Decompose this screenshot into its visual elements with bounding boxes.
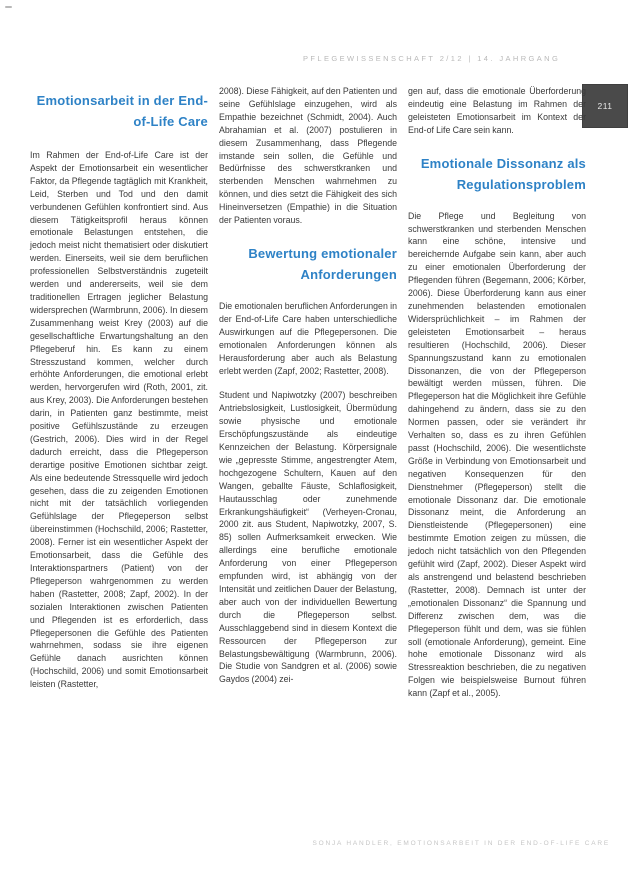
column-3 [408,85,586,712]
footer-credit-line: SONJA HANDLER, EMOTIONSARBEIT IN DER END-OF-LIFE CARE [312,840,610,847]
page-number-badge [582,84,628,128]
col2-paragraph-3: Student und Napiwotzky (2007) beschreiben Antriebslosigkeit, Lustlosigkeit, Übermüdung sowie physische und emotionale Erschöpfungszustände als eindeutige Kennzeichen der Belastung. Körpersignale wie „gepresste Stimme, angestrengter Atem, hochgezogene Schultern, Kauen auf den Wangen, geballte Fäuste, Schlaflosigkeit, Hautausschlag oder zunehmende Erkrankungshäufigkeit“ (Verheyen-Cronau, 2000 zit. aus Student, Napiwotzky, 2007, S. 85) sollen Aufmerksamkeit erwecken. Wie allerdings eine berufliche emotionale Anforderung von einer Pflegeperson empfunden wird, ist abhängig von der Intensität und zeitlichen Dauer der Belastung, aber auch von der individuellen Bewertung durch die Pflegeperson selbst. Ausschlaggebend sind in diesem Kontext die Ressourcen der Pflegeperson zur Belastungsbewältigung (Warmbrunn, 2006). Die Studie von Sandgren et al. (2006) sowie Gaydos (2004) zei- [219,390,397,685]
running-head: PFLEGEWISSENSCHAFT 2/12 | 14. JAHRGANG [303,54,561,63]
section-heading-dissonanz: Emotionale Dissonanz als Regulationsproblem [420,155,586,192]
col1-paragraph-1: Im Rahmen der End-of-Life Care ist der Aspekt der Emotionsarbeit ein wesentlicher Faktor, da Pflegende tagtäglich mit Krankheit, Leid, Sterben und Tod und den damit verbundenen Gefühlen konfrontiert sind. Aus diesem Tätigkeitsprofil heraus können emotionale Belastungen entstehen, die jedoch meist nicht thematisiert oder diskutiert werden. Einerseits, weil sie dem beruflichen professionellen Selbstverständnis zugeteilt werden und andererseits, weil sie dem traditionellen Ertragen jeglicher Belastung widersprechen (Warmbrunn, 2006). In diesem Zusammenhang weist Krey (2003) auf die gesellschaftliche Erwartungshaltung an den Pflegeberuf hin. Es kann zu einem Stresszustand kommen, welcher durch erhöhte Anforderungen, die emotional erlebt werden, hervorgerufen wird (Roth, 2001, zit. aus Krey, 2003). Die Anforderungen bestehen darin, in Patienten ganz bestimmte, meist positive Gefühlszustände zu erzeugen (Gestrich, 2006). Dies wird in der Regel dadurch erreicht, dass die Pflegeperson derartige positive Emotionen sichtbar zeigt. Als eine bedeutende Stressquelle wird jedoch gesehen, dass die zu zeigenden Emotionen nicht mit der tatsächlich vorliegenden Gefühlslage der Pflegeperson selbst übereinstimmen (Hochschild, 2006; Rastetter, 2008). Ferner ist ein wesentlicher Aspekt der Emotionsarbeit, dass die Gefühle des Interaktionspartners (Patient) von der Pflegeperson wahrgenommen zu werden haben (Rastetter, 2008; Zapf, 2002). In der sozialen Interaktionen zwischen Patienten und Pflegenden ist es erforderlich, dass Pflegepersonen die Gefühle des Patienten wahrnehmen, sodass sie ihre eigenen Gefühle danach ausrichten können (Hochschild, 2006) und somit Emotionsarbeit leisten (Rastetter, [30,150,208,690]
section-heading-bewertung: Bewertung emotionaler Anforderungen [248,245,397,282]
col3-paragraph-2: Die Pflege und Begleitung von schwerstkranken und sterbenden Menschen kann eine schöne, intensive und bereichernde Aufgabe sein kann, aber auch zu einer emotionalen Überforderung der Pflegenden führen (Begemann, 2006; Körber, 2006). Diese Überforderung kann aus einer zunehmenden belastenden emotionalen Widersprüchlichkeit – im Rahmen der geleisteten Emotionsarbeit – heraus resultieren (Hochschild, 2006). Dieser Spannungszustand kann zu emotionalen Dissonanzen, die von der Pflegeperson bewältigt werden müssen, führen. Die Pflegeperson hat die Möglichkeit ihre Gefühle dahingehend zu ändern, dass sie zu den Normen passen, oder sie verändert ihr Verhalten so, dass es zu ihren Gefühlen passt (Hochschild, 2006). Die wesentlichste Größe in Verbindung von Emotionsarbeit und negativen Konsequenzen für den Dienstnehmer (Pflegeperson) stellt die emotionale Dissonanz dar. Die emotionale Dissonanz meint, die Anforderung an Dienstleistende (Pflegepersonen) eine bestimmte Emotion zeigen zu müssen, die jedoch nicht tatsächlich von den Pflegenden gefühlt wird (Zapf, 2002). Dieser Aspekt wird als anstrengend und belastend beschrieben (Rastetter, 2008). Demnach ist unter der „emotionalen Dissonanz“ die Spannung und Differenz zwischen dem, was die Pflegeperson fühlt und dem, was sie fühlen soll (emotionale Anforderung), gemeint. Eine hohe emotionale Dissonanz wird als Stressreaktion beschrieben, die zu negativen Folgen wie beispielsweise Burnout führen kann (Zapf et al., 2005). [408,210,586,699]
col2-paragraph-2: Die emotionalen beruflichen Anforderungen in der End-of-Life Care haben unterschiedliche Auswirkungen auf die Pflegepersonen. Die emotionalen Anforderungen können als Herausforderung aber auch als Belastung erlebt werden (Zapf, 2002; Rastetter, 2008). [219,300,397,376]
col3-paragraph-1: gen auf, dass die emotionale Überforderung eindeutig eine Belastung im Rahmen der geleisteten Emotionsarbeit im Kontext der End-of Life Care sein kann. [408,86,586,135]
article-columns [30,85,586,712]
column-2 [219,85,397,712]
col2-paragraph-1: 2008). Diese Fähigkeit, auf den Patienten und seine Gefühlslage einzugehen, wird als Empathie bezeichnet (Schmidt, 2004). Auch Abrahamian et al. (2007) postulieren in diesem Zusammenhang, dass Pflegende imstande sein sollen, die Gefühle und Bedürfnisse des schwerstkranken und sterbenden Menschen wahrnehmen zu können, und dies setzt die Fähigkeit des sich Hineinversetzen (Empathie) in die Situation der Patienten voraus. [219,86,397,226]
column-1 [30,85,208,712]
scan-artifact-mark [5,6,12,8]
article-title: Emotionsarbeit in der End-of-Life Care [36,93,208,129]
page-number: 211 [597,101,613,111]
